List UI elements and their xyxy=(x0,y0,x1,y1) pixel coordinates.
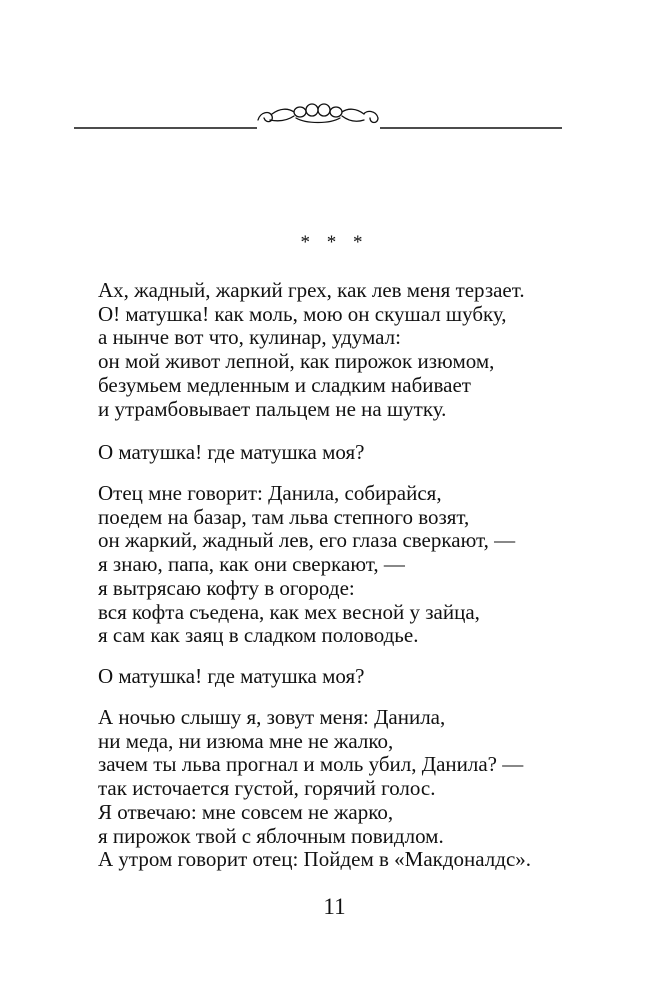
poem-refrain-2: О матушка! где матушка моя? xyxy=(98,664,365,688)
flourish-ornament-icon xyxy=(74,96,562,136)
poem-line: вся кофта съедена, как мех весной у зайца, xyxy=(98,599,480,624)
poem-line: Я отвечаю: мне совсем не жарко, xyxy=(98,799,394,824)
poem-line: так источается густой, горячий голос. xyxy=(98,776,436,801)
poem-line: я сам как заяц в сладком половодье. xyxy=(98,623,419,648)
poem-line: Ах, жадный, жаркий грех, как лев меня терзает. xyxy=(98,278,525,302)
poem-stanza-3 xyxy=(98,706,531,872)
poem-stanza-1 xyxy=(98,279,525,421)
poem-line: а нынче вот что, кулинар, удумал: xyxy=(98,325,401,350)
poem-line: я пирожок твой с яблочным повидлом. xyxy=(98,823,444,848)
poem-line: безумьем медленным и сладким набивает xyxy=(98,372,471,397)
page-number: 11 xyxy=(323,894,346,919)
poem-line: я вытрясаю кофту в огороде: xyxy=(98,575,355,600)
poem-refrain-1: О матушка! где матушка моя? xyxy=(98,440,365,464)
poem-line: он мой живот лепной, как пирожок изюмом, xyxy=(98,349,495,374)
poem-line: Отец мне говорит: Данила, собирайся, xyxy=(98,481,442,505)
poem-line: он жаркий, жадный лев, его глаза сверкают, — xyxy=(98,528,516,553)
poem-line: О! матушка! как моль, мою он скушал шубку, xyxy=(98,301,507,326)
poem-line: ни меда, ни изюма мне не жалко, xyxy=(98,728,394,753)
poem-line: я знаю, папа, как они сверкают, — xyxy=(98,552,405,577)
poem-line: А утром говорит отец: Пойдем в «Макдоналдс». xyxy=(98,847,532,872)
poem-stanza-2 xyxy=(98,482,515,648)
section-separator: * * * xyxy=(300,232,369,253)
poem-line: А ночью слышу я, зовут меня: Данила, xyxy=(98,705,446,729)
poem-line: поедем на базар, там льва степного возят, xyxy=(98,504,470,529)
poem-line: зачем ты льва прогнал и моль убил, Данила? — xyxy=(98,752,524,777)
poem-line: и утрамбовывает пальцем не на шутку. xyxy=(98,396,447,421)
